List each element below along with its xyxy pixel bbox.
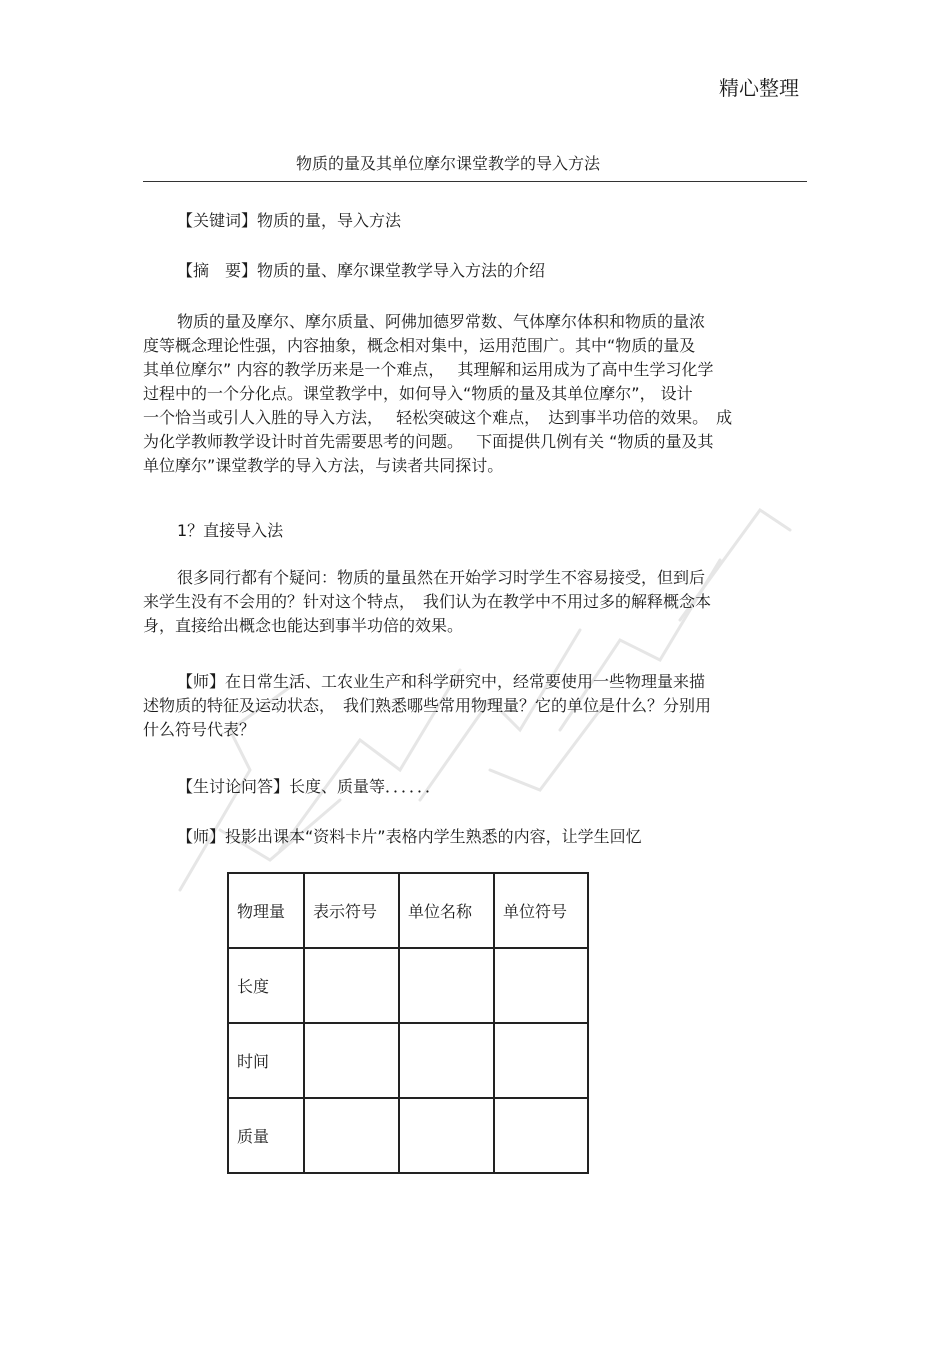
intro-line: 过程中的一个分化点。课堂教学中，如何导入“物质的量及其单位摩尔”， 设计 — [143, 384, 693, 403]
intro-line: 其单位摩尔” 内容的教学历来是一个难点， 其理解和运用成为了高中生学习化学 — [143, 360, 714, 379]
method-line: 身，直接给出概念也能达到事半功倍的效果。 — [143, 616, 464, 635]
keywords-line: 【关键词】物质的量，导入方法 — [177, 211, 402, 230]
method-paragraph — [143, 566, 807, 638]
data-card-table — [227, 872, 589, 1174]
table-cell: 质量 — [228, 1098, 304, 1173]
table-row — [228, 1098, 588, 1173]
intro-line: 为化学教师教学设计时首先需要思考的问题。 下面提供几例有关 “物质的量及其 — [143, 432, 714, 451]
table-cell: 时间 — [228, 1023, 304, 1098]
intro-paragraph — [143, 310, 807, 478]
student-answer-line: 【生讨论问答】长度、质量等．．．．．． — [177, 777, 442, 796]
table-cell — [494, 1098, 588, 1173]
teacher-projection-line: 【师】投影出课本“资料卡片”表格内学生熟悉的内容，让学生回忆 — [177, 827, 642, 846]
teacher-line: 【师】在日常生活、工农业生产和科学研究中，经常要使用一些物理量来描 — [177, 672, 706, 691]
table-cell — [494, 948, 588, 1023]
method-line: 很多同行都有个疑问：物质的量虽然在开始学习时学生不容易接受，但到后 — [177, 568, 706, 587]
teacher-paragraph — [143, 670, 807, 742]
table-header-cell: 表示符号 — [304, 873, 399, 948]
table-row — [228, 948, 588, 1023]
section-heading: 1？直接导入法 — [177, 521, 284, 540]
table-header-cell: 物理量 — [228, 873, 304, 948]
intro-line: 物质的量及摩尔、摩尔质量、阿佛加德罗常数、气体摩尔体积和物质的量浓 — [177, 312, 706, 331]
table-row — [228, 1023, 588, 1098]
table-cell: 长度 — [228, 948, 304, 1023]
table-cell — [304, 1098, 399, 1173]
table-cell — [304, 1023, 399, 1098]
method-line: 来学生没有不会用的？针对这个特点， 我们认为在教学中不用过多的解释概念本 — [143, 592, 712, 611]
teacher-line: 述物质的特征及运动状态， 我们熟悉哪些常用物理量？它的单位是什么？分别用 — [143, 696, 712, 715]
table-header-cell: 单位名称 — [399, 873, 494, 948]
table-cell — [494, 1023, 588, 1098]
intro-line: 一个恰当或引人入胜的导入方法， 轻松突破这个难点， 达到事半功倍的效果。 成 — [143, 408, 733, 427]
abstract-line: 【摘 要】物质的量、摩尔课堂教学导入方法的介绍 — [177, 261, 546, 280]
intro-line: 度等概念理论性强，内容抽象，概念相对集中，运用范围广。其中“物质的量及 — [143, 336, 696, 355]
title-divider — [143, 181, 807, 182]
table-header-cell: 单位符号 — [494, 873, 588, 948]
table-cell — [304, 948, 399, 1023]
header-mark: 精心整理 — [719, 76, 799, 100]
table-header-row — [228, 873, 588, 948]
page-title: 物质的量及其单位摩尔课堂教学的导入方法 — [296, 154, 601, 173]
table-cell — [399, 948, 494, 1023]
intro-line: 单位摩尔”课堂教学的导入方法，与读者共同探讨。 — [143, 456, 504, 475]
teacher-line: 什么符号代表？ — [143, 720, 256, 739]
table-cell — [399, 1023, 494, 1098]
table-cell — [399, 1098, 494, 1173]
